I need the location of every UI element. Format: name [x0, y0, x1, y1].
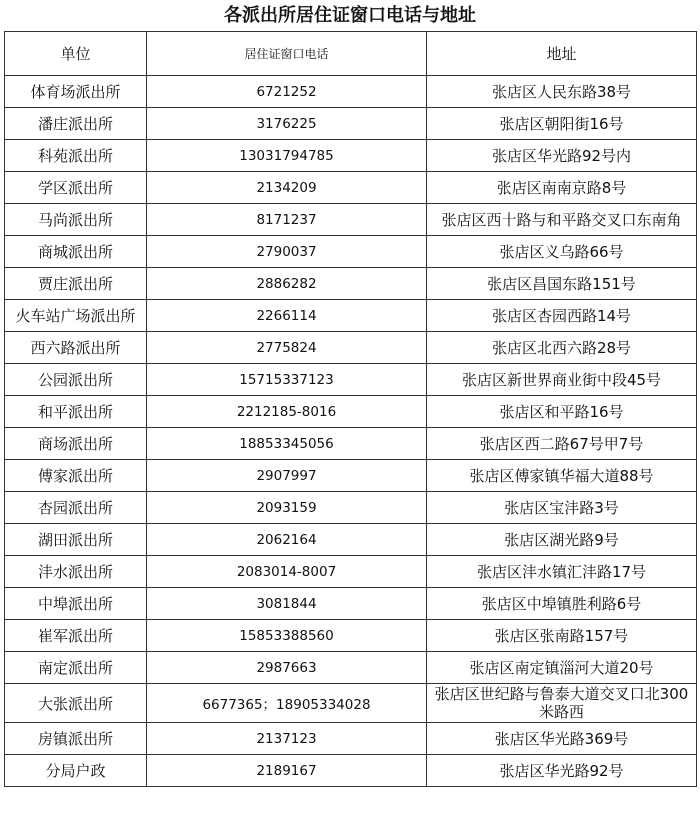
table-row: [5, 556, 697, 588]
unit-cell: 学区派出所: [5, 172, 147, 204]
header-phone: 居住证窗口电话: [147, 32, 427, 76]
address-cell: 张店区和平路16号: [427, 396, 697, 428]
address-cell: 张店区宝沣路3号: [427, 492, 697, 524]
unit-cell: 和平派出所: [5, 396, 147, 428]
unit-cell: 西六路派出所: [5, 332, 147, 364]
address-cell: 张店区杏园西路14号: [427, 300, 697, 332]
table-row: [5, 140, 697, 172]
header-row: [5, 32, 697, 76]
address-cell: 张店区张南路157号: [427, 620, 697, 652]
unit-cell: 体育场派出所: [5, 76, 147, 108]
table-row: [5, 492, 697, 524]
unit-cell: 大张派出所: [5, 684, 147, 723]
address-cell: 张店区沣水镇汇沣路17号: [427, 556, 697, 588]
unit-cell: 房镇派出所: [5, 723, 147, 755]
table-row: [5, 524, 697, 556]
address-cell: 张店区昌国东路151号: [427, 268, 697, 300]
address-cell: 张店区北西六路28号: [427, 332, 697, 364]
address-cell: 张店区湖光路9号: [427, 524, 697, 556]
table-row: [5, 588, 697, 620]
unit-cell: 公园派出所: [5, 364, 147, 396]
unit-cell: 崔军派出所: [5, 620, 147, 652]
table-row: [5, 723, 697, 755]
table-row: [5, 300, 697, 332]
address-cell: 张店区南南京路8号: [427, 172, 697, 204]
phone-cell: 2212185-8016: [147, 396, 427, 428]
table-row: [5, 684, 697, 723]
phone-cell: 6677365；18905334028: [147, 684, 427, 723]
table-row: [5, 460, 697, 492]
unit-cell: 贾庄派出所: [5, 268, 147, 300]
table-row: [5, 172, 697, 204]
phone-cell: 15715337123: [147, 364, 427, 396]
phone-cell: 2083014-8007: [147, 556, 427, 588]
phone-cell: 2093159: [147, 492, 427, 524]
unit-cell: 潘庄派出所: [5, 108, 147, 140]
phone-cell: 2062164: [147, 524, 427, 556]
page-title: 各派出所居住证窗口电话与地址: [224, 5, 476, 26]
phone-cell: 8171237: [147, 204, 427, 236]
unit-cell: 马尚派出所: [5, 204, 147, 236]
unit-cell: 南定派出所: [5, 652, 147, 684]
unit-cell: 湖田派出所: [5, 524, 147, 556]
phone-cell: 15853388560: [147, 620, 427, 652]
police-station-table: [4, 31, 697, 787]
unit-cell: 科苑派出所: [5, 140, 147, 172]
table-row: [5, 620, 697, 652]
address-cell: 张店区傅家镇华福大道88号: [427, 460, 697, 492]
phone-cell: 2987663: [147, 652, 427, 684]
phone-cell: 2886282: [147, 268, 427, 300]
address-cell: 张店区西十路与和平路交叉口东南角: [427, 204, 697, 236]
unit-cell: 商城派出所: [5, 236, 147, 268]
phone-cell: 2775824: [147, 332, 427, 364]
phone-cell: 2137123: [147, 723, 427, 755]
address-cell: 张店区人民东路38号: [427, 76, 697, 108]
phone-cell: 2266114: [147, 300, 427, 332]
phone-cell: 3176225: [147, 108, 427, 140]
unit-cell: 傅家派出所: [5, 460, 147, 492]
unit-cell: 商场派出所: [5, 428, 147, 460]
table-row: [5, 428, 697, 460]
address-cell: 张店区华光路92号: [427, 755, 697, 787]
address-cell: 张店区新世界商业街中段45号: [427, 364, 697, 396]
phone-cell: 2189167: [147, 755, 427, 787]
address-cell: 张店区华光路369号: [427, 723, 697, 755]
address-cell: 张店区南定镇淄河大道20号: [427, 652, 697, 684]
header-unit: 单位: [5, 32, 147, 76]
unit-cell: 沣水派出所: [5, 556, 147, 588]
address-cell: 张店区义乌路66号: [427, 236, 697, 268]
table-row: [5, 396, 697, 428]
table-row: [5, 364, 697, 396]
address-cell: 张店区朝阳街16号: [427, 108, 697, 140]
unit-cell: 分局户政: [5, 755, 147, 787]
address-cell: 张店区世纪路与鲁泰大道交叉口北300米路西: [427, 684, 697, 723]
phone-cell: 6721252: [147, 76, 427, 108]
header-address: 地址: [427, 32, 697, 76]
table-row: [5, 204, 697, 236]
phone-cell: 2790037: [147, 236, 427, 268]
table-row: [5, 76, 697, 108]
table-row: [5, 236, 697, 268]
table-row: [5, 755, 697, 787]
phone-cell: 2134209: [147, 172, 427, 204]
table-row: [5, 652, 697, 684]
table-row: [5, 108, 697, 140]
phone-cell: 3081844: [147, 588, 427, 620]
phone-cell: 2907997: [147, 460, 427, 492]
unit-cell: 杏园派出所: [5, 492, 147, 524]
address-cell: 张店区西二路67号甲7号: [427, 428, 697, 460]
phone-cell: 13031794785: [147, 140, 427, 172]
phone-cell: 18853345056: [147, 428, 427, 460]
address-cell: 张店区华光路92号内: [427, 140, 697, 172]
unit-cell: 火车站广场派出所: [5, 300, 147, 332]
address-cell: 张店区中埠镇胜利路6号: [427, 588, 697, 620]
table-row: [5, 332, 697, 364]
table-row: [5, 268, 697, 300]
unit-cell: 中埠派出所: [5, 588, 147, 620]
